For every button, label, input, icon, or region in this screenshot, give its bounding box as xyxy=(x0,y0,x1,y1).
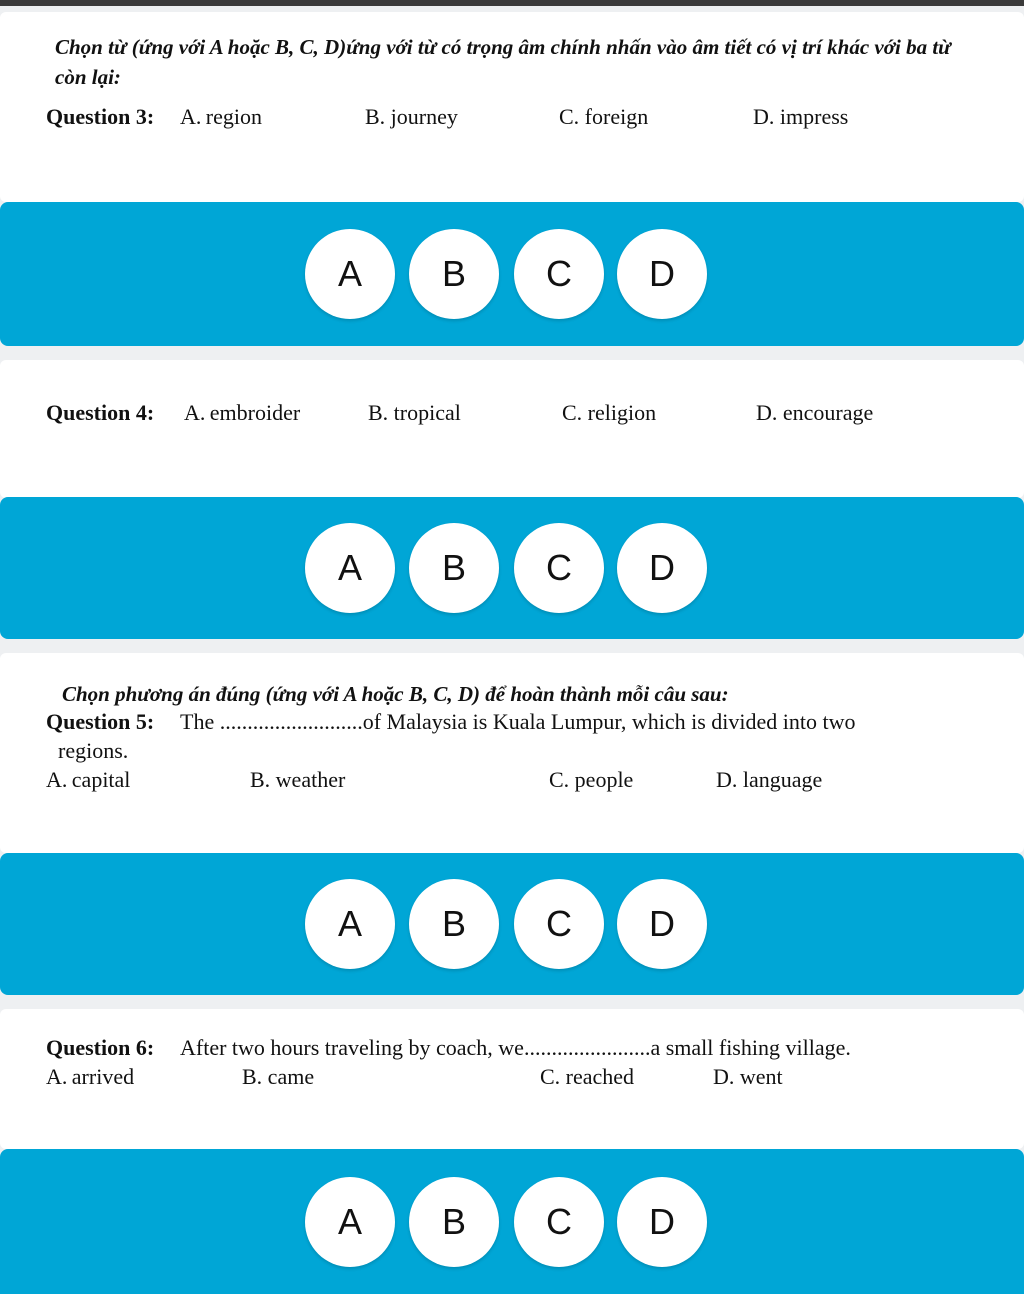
question-3-label: Question 3: xyxy=(46,104,155,129)
question-4-row xyxy=(46,400,154,426)
q5-option-c: C. people xyxy=(549,767,634,792)
answer-panel-3 xyxy=(0,202,1024,346)
question-5-row xyxy=(46,709,154,735)
answer-button-c[interactable]: C xyxy=(514,1177,604,1267)
question-5-label: Question 5: xyxy=(46,709,155,734)
q6-option-c: C. reached xyxy=(540,1064,635,1089)
q5-option-a: A. capital xyxy=(46,767,131,792)
answer-button-a[interactable]: A xyxy=(305,229,395,319)
q3-option-d: D. impress xyxy=(753,104,849,129)
answer-button-b[interactable]: B xyxy=(409,1177,499,1267)
instruction-stress: Chọn từ (ứng với A hoặc B, C, D)ứng với từ có trọng âm chính nhấn vào âm tiết có vị trí khác với ba từ còn lại: xyxy=(55,35,951,89)
question-4-label: Question 4: xyxy=(46,400,155,425)
question-card-3 xyxy=(0,12,1024,202)
q6-option-d: D. went xyxy=(713,1064,783,1089)
q5-stem-line1: The ..........................of Malaysia is Kuala Lumpur, which is divided into two xyxy=(180,709,856,734)
question-6-label: Question 6: xyxy=(46,1035,155,1060)
question-6-row xyxy=(46,1035,154,1061)
answer-button-c[interactable]: C xyxy=(514,523,604,613)
answer-button-b[interactable]: B xyxy=(409,523,499,613)
answer-button-d[interactable]: D xyxy=(617,1177,707,1267)
answer-button-d[interactable]: D xyxy=(617,879,707,969)
q6-stem: After two hours traveling by coach, we.......................a small fishing village. xyxy=(180,1035,851,1060)
answer-button-b[interactable]: B xyxy=(409,229,499,319)
q3-option-a: A. region xyxy=(180,104,262,129)
answer-panel-4 xyxy=(0,497,1024,639)
q3-option-b: B. journey xyxy=(365,104,458,129)
q4-option-c: C. religion xyxy=(562,400,657,425)
q4-option-d: D. encourage xyxy=(756,400,874,425)
answer-button-a[interactable]: A xyxy=(305,1177,395,1267)
answer-button-a[interactable]: A xyxy=(305,879,395,969)
q4-option-b: B. tropical xyxy=(368,400,461,425)
answer-button-c[interactable]: C xyxy=(514,879,604,969)
q5-option-d: D. language xyxy=(716,767,823,792)
question-card-6 xyxy=(0,1009,1024,1149)
answer-panel-5 xyxy=(0,853,1024,995)
answer-button-a[interactable]: A xyxy=(305,523,395,613)
q3-option-c: C. foreign xyxy=(559,104,649,129)
q6-option-a: A. arrived xyxy=(46,1064,135,1089)
question-3-row xyxy=(46,104,154,130)
q6-option-b: B. came xyxy=(242,1064,315,1089)
question-card-4 xyxy=(0,360,1024,498)
q5-stem-line2: regions. xyxy=(58,738,129,763)
instruction-complete: Chọn phương án đúng (ứng với A hoặc B, C, D) để hoàn thành mỗi câu sau: xyxy=(62,682,729,706)
q4-option-a: A. embroider xyxy=(184,400,301,425)
status-bar xyxy=(0,0,1024,6)
answer-button-d[interactable]: D xyxy=(617,523,707,613)
answer-button-b[interactable]: B xyxy=(409,879,499,969)
answer-button-c[interactable]: C xyxy=(514,229,604,319)
q5-option-b: B. weather xyxy=(250,767,346,792)
question-card-5 xyxy=(0,653,1024,853)
answer-panel-6 xyxy=(0,1149,1024,1294)
answer-button-d[interactable]: D xyxy=(617,229,707,319)
